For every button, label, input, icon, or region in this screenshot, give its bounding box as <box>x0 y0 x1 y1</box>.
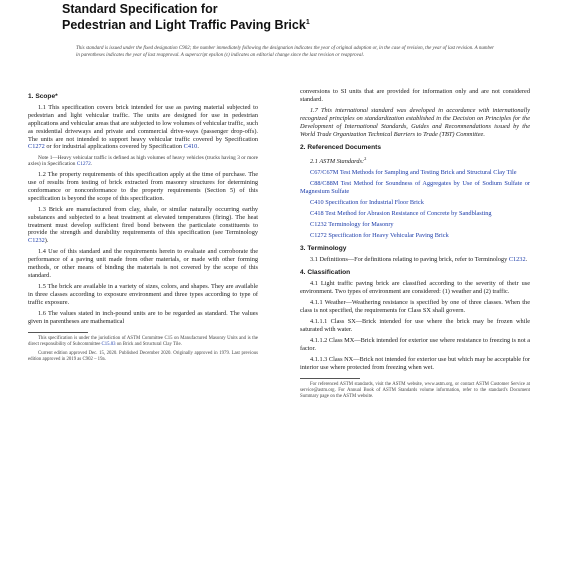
section-heading-terminology: 3. Terminology <box>300 245 347 252</box>
document-title <box>62 2 522 32</box>
paragraph-4-1: 4.1 Light traffic paving brick are classified according to the severity of their use environment. Two types of environment are considered: (1) weather and (2) traffic. <box>300 279 530 295</box>
paragraph-4-1-1: 4.1.1 Weather—Weathering resistance is specified by one of three classes. When the class is not specified, the requirements for Class SX shall govern. <box>300 298 530 314</box>
right-column <box>300 88 530 403</box>
ref-link-c1232-terminology[interactable]: C1232 <box>508 255 526 263</box>
paragraph-4-1-1-1: 4.1.1.1 Class SX—Brick intended for use where the brick may be frozen while saturated with water. <box>300 317 530 333</box>
reference-item[interactable]: C67/C67M Test Methods for Sampling and Testing Brick and Structural Clay Tile <box>310 168 517 176</box>
title-line-1: Standard Specification for <box>62 2 218 16</box>
note-1: Note 1—Heavy vehicular traffic is defined as high volumes of heavy vehicles (trucks having 3 or more axles) in Specification C1272. <box>28 154 258 168</box>
reference-item[interactable]: C1232 Terminology for Masonry <box>310 221 394 228</box>
paragraph-1-2: 1.2 The property requirements of this specification apply at the time of purchase. The use of results from testing of brick extracted from masonry structures for determining conformance or nonconformance to the property requirements (Section 5) of this specification is beyond the scope of this specification. <box>28 170 258 202</box>
ref-link-c1272[interactable]: C1272 <box>28 143 45 151</box>
section-heading-classification: 4. Classification <box>300 268 351 276</box>
section-heading-scope: 1. Scope* <box>28 93 58 100</box>
paragraph-2-1: 2.1 ASTM Standards:$^2$ <box>310 155 367 165</box>
paragraph-1-5: 1.5 The brick are available in a variety of sizes, colors, and shapes. They are available in three classes according to exposure environment and three types according to type of traffic exposure. <box>28 283 258 307</box>
reference-item[interactable]: C1272 Specification for Heavy Vehicular Paving Brick <box>310 232 449 240</box>
paragraph-1-1: 1.1 This specification covers brick intended for use as paving material subjected to pedestrian and light vehicular traffic. The units are designed for use in pedestrian applications and vehicular areas that are subjected to low volumes of vehicular traffic, such as residential driveways and private and commercial drive-ways (passenger drop-offs). The units are not intended to support heavy vehicular traffic covered by Specification C1272 or for industrial applications covered by Specification C410. <box>28 103 258 151</box>
title-footnote-marker: 1 <box>305 19 310 26</box>
paragraph-1-4: 1.4 Use of this standard and the requirements herein to evaluate and corroborate the performance of a paving unit made from other materials, or made with other forming methods, or other means of binding the materials is not covered by the scope of this standard. <box>28 248 258 280</box>
reference-list <box>300 169 530 240</box>
footnote-1: This specification is under the jurisdiction of ASTM Committee C15 on Manufactured Masonry Units and is the direct responsibility of Subcommittee C15.03 on Brick and Structural Clay Tile. <box>28 335 258 347</box>
ref-link-c1232[interactable]: C1232 <box>28 237 45 245</box>
ref-link-c410[interactable]: C410 <box>183 143 198 151</box>
paragraph-1-3: 1.3 Brick are manufactured from clay, shale, or similar naturally occurring earthy substances and subjected to a heat treatment at elevated temperatures (firing). The heat treatment must develop sufficient fired bond between the particulate constituents to provide the strength and durability requirements of this specification (see Terminology C1232). <box>28 205 258 245</box>
footnote-divider <box>28 332 88 333</box>
paragraph-4-1-1-2: 4.1.1.2 Class MX—Brick intended for exterior use where resistance to freezing is not a factor. <box>300 336 530 352</box>
left-column <box>28 88 258 366</box>
preamble-note: This standard is issued under the fixed designation C902; the number immediately following the designation indicates the year of original adoption or, in the case of revision, the year of last revision. A number in parentheses indicates the year of last reapproval. A superscript epsilon (ε) indicates an editorial change since the last revision or reapproval. <box>76 46 495 58</box>
section-heading-referenced-documents: 2. Referenced Documents <box>300 143 381 151</box>
reference-item[interactable]: C88/C88M Test Method for Soundness of Aggregates by Use of Sodium Sulfate or Magnesium Sulfate <box>300 179 531 195</box>
paragraph-4-1-1-3: 4.1.1.3 Class NX—Brick not intended for exterior use but which may be acceptable for interior use where protected from freezing when wet. <box>300 355 530 371</box>
footnote-3: For referenced ASTM standards, visit the ASTM website, www.astm.org, or contact ASTM Customer Service at service@astm.org. For Annual Book of ASTM Standards volume information, refer to the standard's Document Summary page on the ASTM website. <box>300 381 530 399</box>
footnote-2: Current edition approved Dec. 15, 2020. Published December 2020. Originally approved in 1979. Last previous edition approved in 2019 as C902 – 19a. <box>28 351 258 363</box>
reference-item[interactable]: C410 Specification for Industrial Floor Brick <box>310 198 424 206</box>
footnote-divider-right <box>300 378 360 379</box>
reference-item[interactable]: C418 Test Method for Abrasion Resistance of Concrete by Sandblasting <box>310 209 492 217</box>
paragraph-3-1: 3.1 Definitions—For definitions relating to paving brick, refer to Terminology C1232. <box>310 255 528 263</box>
paragraph-1-7: 1.7 This international standard was developed in accordance with internationally recognized principles on standardization established in the Decision on Principles for the Development of International Standards, Guides and Recommendations issued by the World Trade Organization Technical Barriers to Trade (TBT) Committee. <box>300 107 530 138</box>
ref-link-c15-03[interactable]: C15.03 <box>101 341 116 347</box>
paragraph-1-6-continued: conversions to SI units that are provided for information only and are not considered standard. <box>300 88 530 103</box>
paragraph-1-6: 1.6 The values stated in inch-pound units are to be regarded as standard. The values given in parentheses are mathematical <box>28 310 258 326</box>
ref-link-c1272-note[interactable]: C1272 <box>76 161 91 168</box>
title-line-2: Pedestrian and Light Traffic Paving Brick$^1$ <box>62 18 310 33</box>
